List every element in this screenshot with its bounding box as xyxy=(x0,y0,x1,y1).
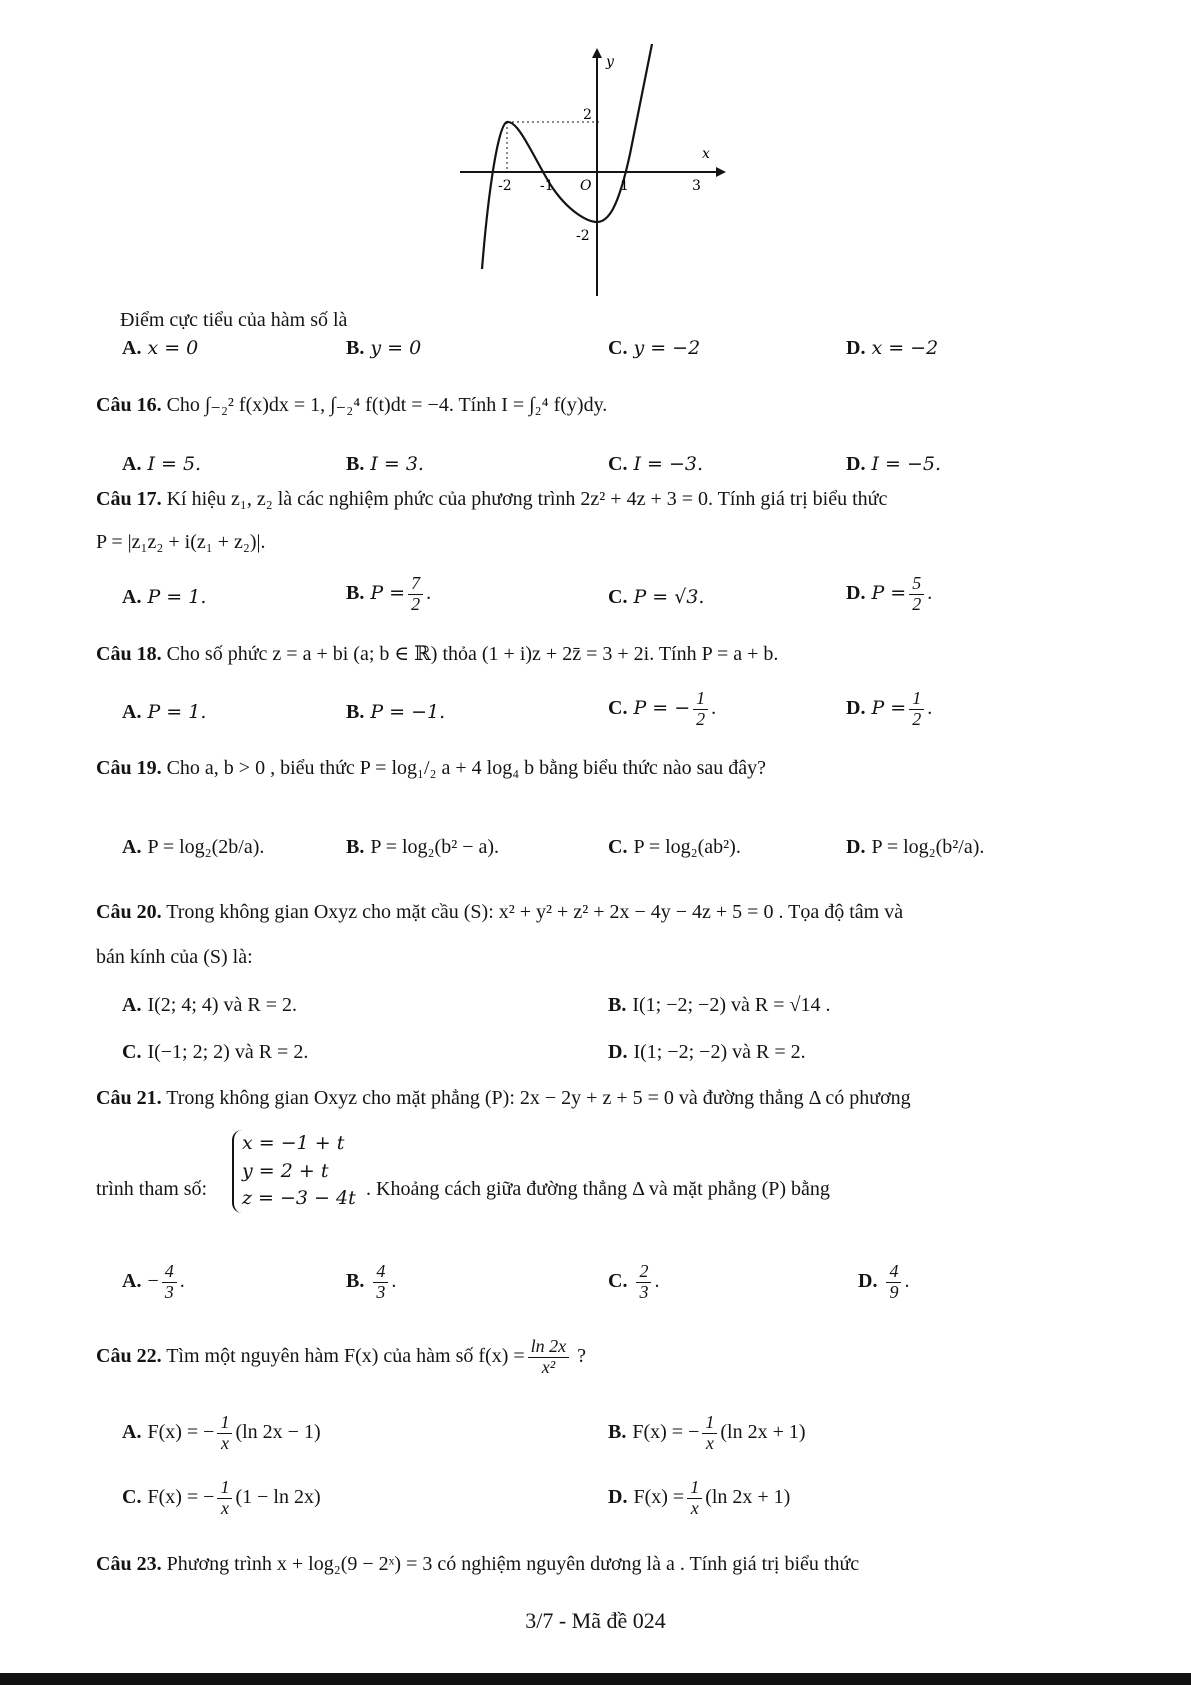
system-line-z: z = −3 − 4t xyxy=(242,1187,356,1210)
option-post: . xyxy=(904,1269,910,1292)
question-label: Câu 20. xyxy=(96,901,162,923)
q20-stem-line xyxy=(96,900,903,924)
q20-option-c[interactable] xyxy=(122,1040,308,1064)
q22-stem-line xyxy=(96,1337,586,1378)
tick-label-origin: O xyxy=(580,178,592,194)
fraction xyxy=(702,1413,717,1454)
option-label: C. xyxy=(122,1485,142,1508)
question-label: Câu 16. xyxy=(96,394,162,416)
denominator: x² xyxy=(541,1356,556,1377)
denominator: 2 xyxy=(912,708,922,729)
option-label: A. xyxy=(122,337,142,359)
system-line-y: y = 2 + t xyxy=(242,1159,329,1182)
tick-label-minus-1: -1 xyxy=(540,178,554,194)
option-label: B. xyxy=(346,337,365,359)
option-pre: P = xyxy=(871,696,907,719)
q22-option-d[interactable] xyxy=(608,1478,790,1519)
q21-pre: trình tham số: xyxy=(96,1178,208,1200)
q21-post: . Khoảng cách giữa đường thẳng Δ và mặt phẳng (P) bằng xyxy=(366,1178,830,1200)
denominator: x xyxy=(220,1497,229,1518)
option-label: A. xyxy=(122,453,142,475)
option-label: A. xyxy=(122,1420,142,1443)
option-pre: F(x) = − xyxy=(632,1420,700,1443)
y-axis-label: y xyxy=(606,54,614,70)
option-label: B. xyxy=(608,1420,627,1443)
q17-option-b[interactable] xyxy=(346,574,431,615)
option-label: C. xyxy=(608,586,628,608)
option-label: A. xyxy=(122,994,142,1016)
option-text: y = −2 xyxy=(633,337,701,359)
option-text: I(1; −2; −2) và R = 2. xyxy=(633,1041,806,1063)
option-pre: P = xyxy=(871,581,907,604)
option-label: D. xyxy=(846,453,866,475)
q20-option-b[interactable] xyxy=(608,993,830,1017)
q16-option-c[interactable] xyxy=(608,452,703,476)
option-label: C. xyxy=(608,453,628,475)
system-line-x: x = −1 + t xyxy=(242,1132,345,1154)
denominator: 2 xyxy=(411,593,421,614)
q17-option-d[interactable] xyxy=(846,574,932,615)
q18-stem-line xyxy=(96,642,778,666)
numerator: 1 xyxy=(693,689,708,710)
question-stem: Trong không gian Oxyz cho mặt phẳng (P): 2x − 2y + z + 5 = 0 và đường thẳng Δ có phương xyxy=(166,1087,911,1109)
question-stem: Kí hiệu z₁, z₂ là các nghiệm phức của phương trình 2z² + 4z + 3 = 0. Tính giá trị biểu thức xyxy=(166,488,888,510)
fraction xyxy=(217,1478,232,1519)
option-post: . xyxy=(426,581,432,604)
q15-option-a[interactable] xyxy=(122,336,198,360)
option-pre: F(x) = − xyxy=(147,1485,215,1508)
option-post: . xyxy=(179,1269,185,1292)
option-label: B. xyxy=(346,836,365,858)
scan-edge-bar xyxy=(0,1673,1191,1685)
option-pre: F(x) = xyxy=(633,1485,685,1508)
x-axis-arrow xyxy=(716,167,726,177)
option-text: P = 1. xyxy=(147,586,207,608)
option-label: D. xyxy=(846,696,866,719)
fraction xyxy=(162,1262,177,1303)
option-label: C. xyxy=(608,696,628,719)
option-label: C. xyxy=(608,337,628,359)
q16-option-a[interactable] xyxy=(122,452,201,476)
option-post: . xyxy=(654,1269,660,1292)
tick-label-minus-2-y: -2 xyxy=(576,228,590,244)
numerator: 1 xyxy=(217,1478,232,1499)
option-label: D. xyxy=(858,1269,878,1292)
numerator: 2 xyxy=(636,1262,651,1283)
option-text: I = −3. xyxy=(633,453,704,475)
q20-option-d[interactable] xyxy=(608,1040,806,1064)
option-label: D. xyxy=(846,581,866,604)
option-post: (ln 2x − 1) xyxy=(235,1420,321,1443)
question-label: Câu 21. xyxy=(96,1087,162,1109)
q21-option-a[interactable] xyxy=(122,1262,185,1303)
question-stem: Cho a, b > 0 , biểu thức P = log₁/₂ a + 4 log₄ b bằng biểu thức nào sau đây? xyxy=(166,757,767,779)
fraction xyxy=(909,689,924,730)
option-text: P = log₂(b²/a). xyxy=(871,836,985,858)
q21-option-b[interactable] xyxy=(346,1262,396,1303)
tick-label-3: 3 xyxy=(692,178,701,194)
option-text: I = −5. xyxy=(871,453,942,475)
question-label: Câu 22. xyxy=(96,1344,162,1367)
q22-option-c[interactable] xyxy=(122,1478,321,1519)
tick-label-1: 1 xyxy=(620,178,629,194)
tick-label-2: 2 xyxy=(583,107,592,123)
numerator: 1 xyxy=(702,1413,717,1434)
fraction xyxy=(693,689,708,730)
q19-option-b[interactable] xyxy=(346,835,499,859)
denominator: 9 xyxy=(889,1281,899,1302)
denominator: x xyxy=(705,1432,714,1453)
option-label: A. xyxy=(122,586,142,608)
parametric-system xyxy=(232,1130,356,1213)
q17-stem-line xyxy=(96,487,887,511)
option-label: D. xyxy=(608,1485,628,1508)
q17-option-a[interactable] xyxy=(122,585,206,609)
q18-option-d[interactable] xyxy=(846,689,932,730)
q16-stem-line xyxy=(96,393,607,417)
numerator: 5 xyxy=(909,574,924,595)
question-stem-pre: Tìm một nguyên hàm F(x) của hàm số f(x) = xyxy=(166,1344,525,1367)
option-post: (ln 2x + 1) xyxy=(720,1420,806,1443)
option-text: P = −1. xyxy=(370,701,446,723)
option-text: P = √3. xyxy=(633,586,705,608)
option-label: B. xyxy=(346,453,365,475)
option-text: y = 0 xyxy=(370,337,422,359)
question-stem: Cho số phức z = a + bi (a; b ∈ ℝ) thỏa (1 + i)z + 2z̄ = 3 + 2i. Tính P = a + b. xyxy=(166,643,779,665)
option-pre: P = − xyxy=(633,696,691,719)
option-text: P = log₂(b² − a). xyxy=(370,836,500,858)
option-text: I(−1; 2; 2) và R = 2. xyxy=(147,1041,309,1063)
q19-stem-line xyxy=(96,756,766,780)
option-text: P = 1. xyxy=(147,701,207,723)
option-pre: P = xyxy=(370,581,406,604)
q15-option-d[interactable] xyxy=(846,336,938,360)
q20-option-a[interactable] xyxy=(122,993,297,1017)
option-label: C. xyxy=(122,1041,142,1063)
q15-option-c[interactable] xyxy=(608,336,700,360)
option-label: D. xyxy=(846,836,866,858)
question-stem: Trong không gian Oxyz cho mặt cầu (S): x² + y² + z² + 2x − 4y − 4z + 5 = 0 . Tọa độ tâm và xyxy=(166,901,904,923)
option-label: C. xyxy=(608,836,628,858)
fraction xyxy=(373,1262,388,1303)
question-label: Câu 18. xyxy=(96,643,162,665)
numerator: ln 2x xyxy=(528,1337,570,1358)
fraction xyxy=(528,1337,570,1378)
q15-stem: Điểm cực tiểu của hàm số là xyxy=(120,309,348,331)
denominator: x xyxy=(220,1432,229,1453)
denominator: 3 xyxy=(164,1281,174,1302)
question-label: Câu 17. xyxy=(96,488,162,510)
q18-option-b[interactable] xyxy=(346,700,445,724)
option-post: (ln 2x + 1) xyxy=(705,1485,791,1508)
numerator: 4 xyxy=(886,1262,901,1283)
q17-option-c[interactable] xyxy=(608,585,704,609)
option-text: I(2; 4; 4) và R = 2. xyxy=(147,994,298,1016)
option-text: x = −2 xyxy=(871,337,939,359)
denominator: x xyxy=(690,1497,699,1518)
option-text: I(1; −2; −2) và R = √14 . xyxy=(632,994,831,1016)
q18-option-c[interactable] xyxy=(608,689,716,730)
option-post: . xyxy=(927,696,933,719)
q19-option-d[interactable] xyxy=(846,835,984,859)
x-axis-label: x xyxy=(702,146,710,162)
question-label: Câu 23. xyxy=(96,1553,162,1575)
question-stem: Phương trình x + log₂(9 − 2ˣ) = 3 có nghiệm nguyên dương là a . Tính giá trị biểu thức xyxy=(166,1553,860,1575)
question-stem-post: ? xyxy=(577,1344,587,1367)
option-label: B. xyxy=(346,1269,365,1292)
option-label: A. xyxy=(122,701,142,723)
q21-option-c[interactable] xyxy=(608,1262,659,1303)
fraction xyxy=(408,574,423,615)
q19-option-c[interactable] xyxy=(608,835,741,859)
fraction xyxy=(886,1262,901,1303)
numerator: 1 xyxy=(687,1478,702,1499)
q22-option-b[interactable] xyxy=(608,1413,806,1454)
q21-option-d[interactable] xyxy=(858,1262,909,1303)
fraction xyxy=(217,1413,232,1454)
option-label: B. xyxy=(608,994,627,1016)
question-stem: Cho ∫₋₂² f(x)dx = 1, ∫₋₂⁴ f(t)dt = −4. Tính I = ∫₂⁴ f(y)dy. xyxy=(166,394,608,416)
q21-stem-line xyxy=(96,1086,911,1110)
numerator: 1 xyxy=(909,689,924,710)
option-label: A. xyxy=(122,1269,142,1292)
option-post: . xyxy=(391,1269,397,1292)
denominator: 3 xyxy=(376,1281,386,1302)
y-axis-arrow xyxy=(592,48,602,58)
option-text: I = 3. xyxy=(370,453,424,475)
q17-stem-line-2: P = |z₁z₂ + i(z₁ + z₂)|. xyxy=(96,531,266,553)
fraction xyxy=(687,1478,702,1519)
option-post: (1 − ln 2x) xyxy=(235,1485,321,1508)
q19-option-a[interactable] xyxy=(122,835,264,859)
option-label: B. xyxy=(346,701,365,723)
denominator: 3 xyxy=(639,1281,649,1302)
option-label: D. xyxy=(846,337,866,359)
q18-option-a[interactable] xyxy=(122,700,206,724)
q16-option-b[interactable] xyxy=(346,452,424,476)
question-label: Câu 19. xyxy=(96,757,162,779)
numerator: 1 xyxy=(217,1413,232,1434)
denominator: 2 xyxy=(912,593,922,614)
q16-option-d[interactable] xyxy=(846,452,941,476)
option-text: x = 0 xyxy=(147,337,199,359)
option-text: P = log₂(ab²). xyxy=(633,836,741,858)
q22-option-a[interactable] xyxy=(122,1413,321,1454)
fraction xyxy=(636,1262,651,1303)
option-post: . xyxy=(927,581,933,604)
option-pre: − xyxy=(147,1269,159,1292)
option-label: B. xyxy=(346,581,365,604)
numerator: 4 xyxy=(162,1262,177,1283)
function-graph xyxy=(460,44,750,306)
numerator: 4 xyxy=(373,1262,388,1283)
option-label: C. xyxy=(608,1269,628,1292)
cubic-curve xyxy=(482,44,654,269)
numerator: 7 xyxy=(408,574,423,595)
option-text: P = log₂(2b/a). xyxy=(147,836,265,858)
option-text: I = 5. xyxy=(147,453,202,475)
q15-option-b[interactable] xyxy=(346,336,421,360)
page-footer: 3/7 - Mã đề 024 xyxy=(525,1608,666,1633)
denominator: 2 xyxy=(696,708,706,729)
option-label: D. xyxy=(608,1041,628,1063)
option-post: . xyxy=(711,696,717,719)
tick-label-minus-2-x: -2 xyxy=(498,178,512,194)
q20-stem-line-2: bán kính của (S) là: xyxy=(96,946,253,968)
q23-stem-line xyxy=(96,1552,859,1576)
option-label: A. xyxy=(122,836,142,858)
fraction xyxy=(909,574,924,615)
option-pre: F(x) = − xyxy=(147,1420,215,1443)
